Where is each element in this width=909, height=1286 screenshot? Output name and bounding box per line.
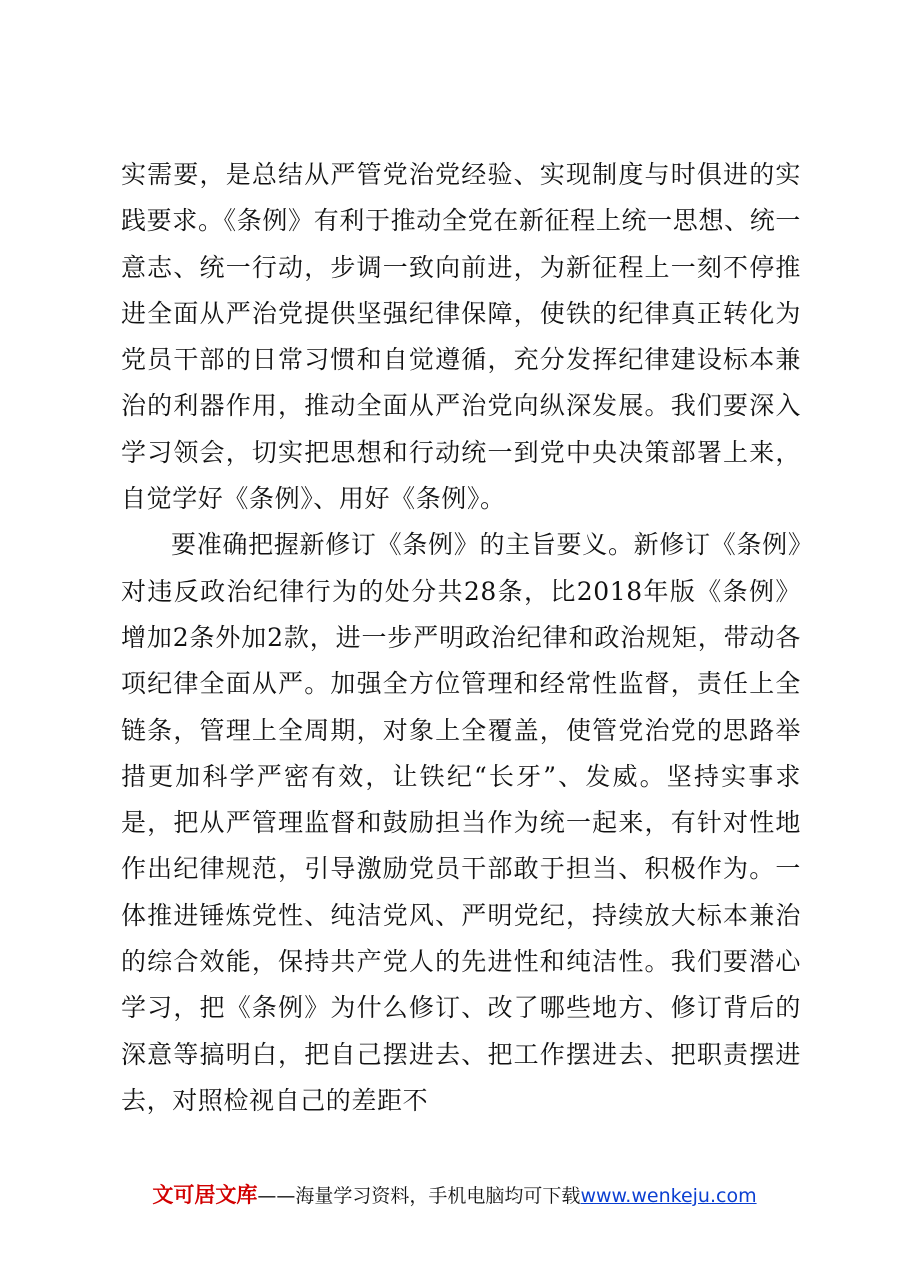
footer-site-link[interactable]: www.wenkeju.com <box>580 1185 757 1207</box>
document-body <box>121 152 801 1124</box>
footer-brand: 文可居文库 <box>152 1183 258 1207</box>
footer-tagline: ——海量学习资料，手机电脑均可下载 <box>257 1185 581 1207</box>
paragraph-continued: 实需要，是总结从严管党治党经验、实现制度与时俱进的实践要求。《条例》有利于推动全党在新征程上统一思想、统一意志、统一行动，步调一致向前进，为新征程上一刻不停推进全面从严治党提供坚强纪律保障，使铁的纪律真正转化为党员干部的日常习惯和自觉遵循，充分发挥纪律建设标本兼治的利器作用，推动全面从严治党向纵深发展。我们要深入学习领会，切实把思想和行动统一到党中央决策部署上来，自觉学好《条例》、用好《条例》。 <box>121 160 801 514</box>
footer-banner <box>0 1180 909 1211</box>
paragraph-main: 要准确把握新修订《条例》的主旨要义。新修订《条例》对违反政治纪律行为的处分共28条，比2018年版《条例》增加2条外加2款，进一步严明政治纪律和政治规矩，带动各项纪律全面从严。加强全方位管理和经常性监督，责任上全链条，管理上全周期，对象上全覆盖，使管党治党的思路举措更加科学严密有效，让铁纪“长牙”、发威。坚持实事求是，把从严管理监督和鼓励担当作为统一起来，有针对性地作出纪律规范，引导激励党员干部敢于担当、积极作为。一体推进锤炼党性、纯洁党风、严明党纪，持续放大标本兼治的综合效能，保持共产党人的先进性和纯洁性。我们要潜心学习，把《条例》为什么修订、改了哪些地方、修订背后的深意等搞明白，把自己摆进去、把工作摆进去、把职责摆进去，对照检视自己的差距不 <box>121 530 801 1115</box>
